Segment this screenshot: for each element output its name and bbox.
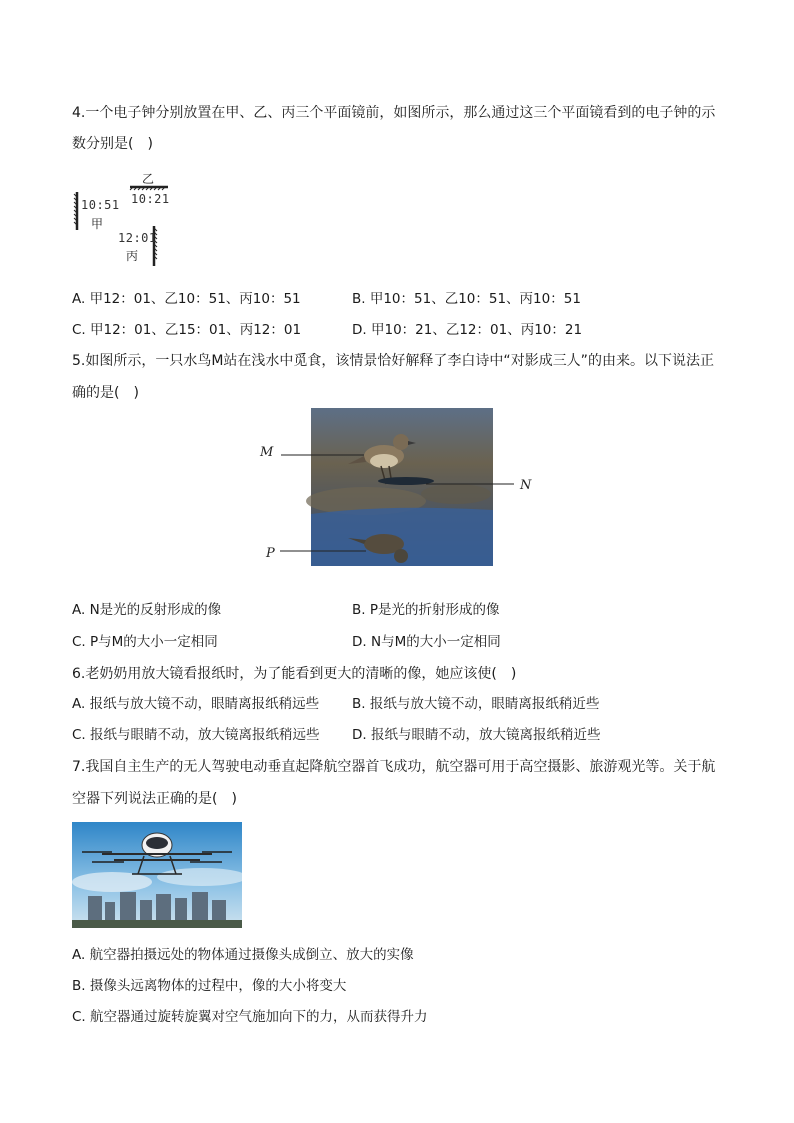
drone-photo: [72, 822, 242, 928]
q5-option-b[interactable]: B. P是光的折射形成的像: [352, 602, 500, 618]
bird-reflection-figure: [256, 406, 546, 570]
label-n: N: [520, 478, 532, 493]
bing-clock: 12:01: [118, 231, 157, 245]
label-m: M: [260, 445, 274, 460]
yi-clock: 10:21: [131, 192, 170, 206]
q6-option-d[interactable]: D. 报纸与眼睛不动，放大镜离报纸稍近些: [352, 727, 601, 743]
mirror-clock-figure: [72, 170, 172, 270]
q4-option-d[interactable]: D. 甲10：21、乙12：01、丙10：21: [352, 322, 583, 338]
q7-option-b[interactable]: B. 摄像头远离物体的过程中，像的大小将变大: [72, 978, 347, 994]
bing-label: 丙: [126, 249, 139, 263]
q6-option-b[interactable]: B. 报纸与放大镜不动，眼睛离报纸稍近些: [352, 696, 600, 712]
q4-stem-line2: 数分别是( ): [72, 136, 153, 152]
q5-stem-line1: 5.如图所示，一只水鸟M站在浅水中觅食，该情景恰好解释了李白诗中“对影成三人”的由来。以下说法正: [72, 353, 714, 369]
jia-clock: 10:51: [81, 198, 120, 212]
q7-option-a[interactable]: A. 航空器拍摄远处的物体通过摄像头成倒立、放大的实像: [72, 947, 414, 963]
q4-option-c[interactable]: C. 甲12：01、乙15：01、丙12：01: [72, 322, 302, 338]
q4-stem-line1: 4.一个电子钟分别放置在甲、乙、丙三个平面镜前，如图所示，那么通过这三个平面镜看到的电子钟的示: [72, 105, 716, 121]
jia-label: 甲: [91, 217, 104, 231]
label-p: P: [266, 546, 275, 561]
q6-option-a[interactable]: A. 报纸与放大镜不动，眼睛离报纸稍远些: [72, 696, 320, 712]
q7-stem-line1: 7.我国自主生产的无人驾驶电动垂直起降航空器首飞成功，航空器可用于高空摄影、旅游观光等。关于航: [72, 759, 716, 775]
yi-label: 乙: [142, 172, 155, 186]
q5-option-d[interactable]: D. N与M的大小一定相同: [352, 634, 501, 650]
q5-option-c[interactable]: C. P与M的大小一定相同: [72, 634, 218, 650]
shadow-n: [378, 477, 434, 485]
q4-option-b[interactable]: B. 甲10：51、乙10：51、丙10：51: [352, 291, 581, 307]
q5-option-a[interactable]: A. N是光的反射形成的像: [72, 602, 222, 618]
q7-option-c[interactable]: C. 航空器通过旋转旋翼对空气施加向下的力，从而获得升力: [72, 1009, 428, 1025]
q6-option-c[interactable]: C. 报纸与眼睛不动，放大镜离报纸稍远些: [72, 727, 320, 743]
q5-stem-line2: 确的是( ): [72, 385, 139, 401]
q4-option-a[interactable]: A. 甲12：01、乙10：51、丙10：51: [72, 291, 301, 307]
q6-stem: 6.老奶奶用放大镜看报纸时，为了能看到更大的清晰的像，她应该使( ): [72, 666, 517, 682]
q7-stem-line2: 空器下列说法正确的是( ): [72, 791, 237, 807]
